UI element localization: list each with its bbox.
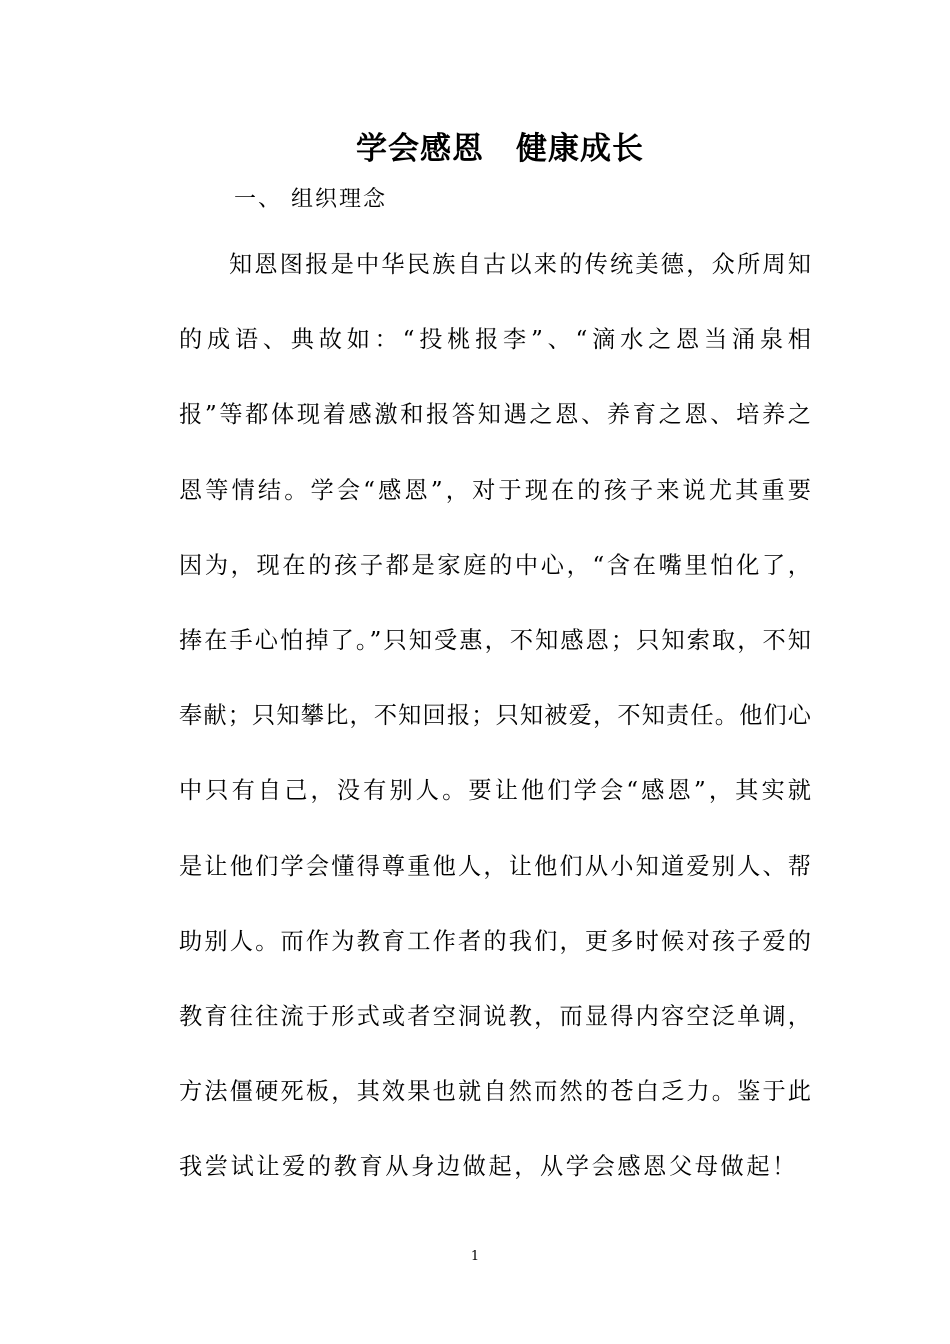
paragraph-line: 中只有自己，没有别人。要让他们学会“感恩”，其实就 (179, 777, 811, 805)
paragraph-line: 方法僵硬死板，其效果也就自然而然的苍白乏力。鉴于此 (179, 1078, 811, 1106)
document-title: 学会感恩 健康成长 (356, 131, 644, 167)
section-heading: 一、 组织理念 (234, 187, 387, 212)
paragraph-line: 助别人。而作为教育工作者的我们，更多时候对孩子爱的 (179, 927, 811, 955)
paragraph-line: 报”等都体现着感激和报答知遇之恩、养育之恩、培养之 (179, 401, 811, 429)
paragraph-line: 教育往往流于形式或者空洞说教，而显得内容空泛单调， (179, 1002, 811, 1030)
paragraph-line: 我尝试让爱的教育从身边做起，从学会感恩父母做起！ (179, 1153, 798, 1181)
paragraph-line: 捧在手心怕掉了。”只知受惠，不知感恩；只知索取，不知 (179, 626, 811, 654)
page-number: 1 (470, 1249, 480, 1264)
paragraph-line: 是让他们学会懂得尊重他人，让他们从小知道爱别人、帮 (179, 852, 811, 880)
paragraph-line: 因为，现在的孩子都是家庭的中心，“含在嘴里怕化了， (179, 551, 811, 579)
body-paragraph (179, 244, 811, 1221)
paragraph-line: 知恩图报是中华民族自古以来的传统美德，众所周知 (229, 251, 811, 278)
paragraph-line: 恩等情结。学会“感恩”，对于现在的孩子来说尤其重要 (179, 476, 811, 504)
paragraph-line: 奉献；只知攀比，不知回报；只知被爱，不知责任。他们心 (179, 702, 811, 730)
paragraph-line: 的成语、典故如：“投桃报李”、“滴水之恩当涌泉相 (179, 326, 811, 354)
